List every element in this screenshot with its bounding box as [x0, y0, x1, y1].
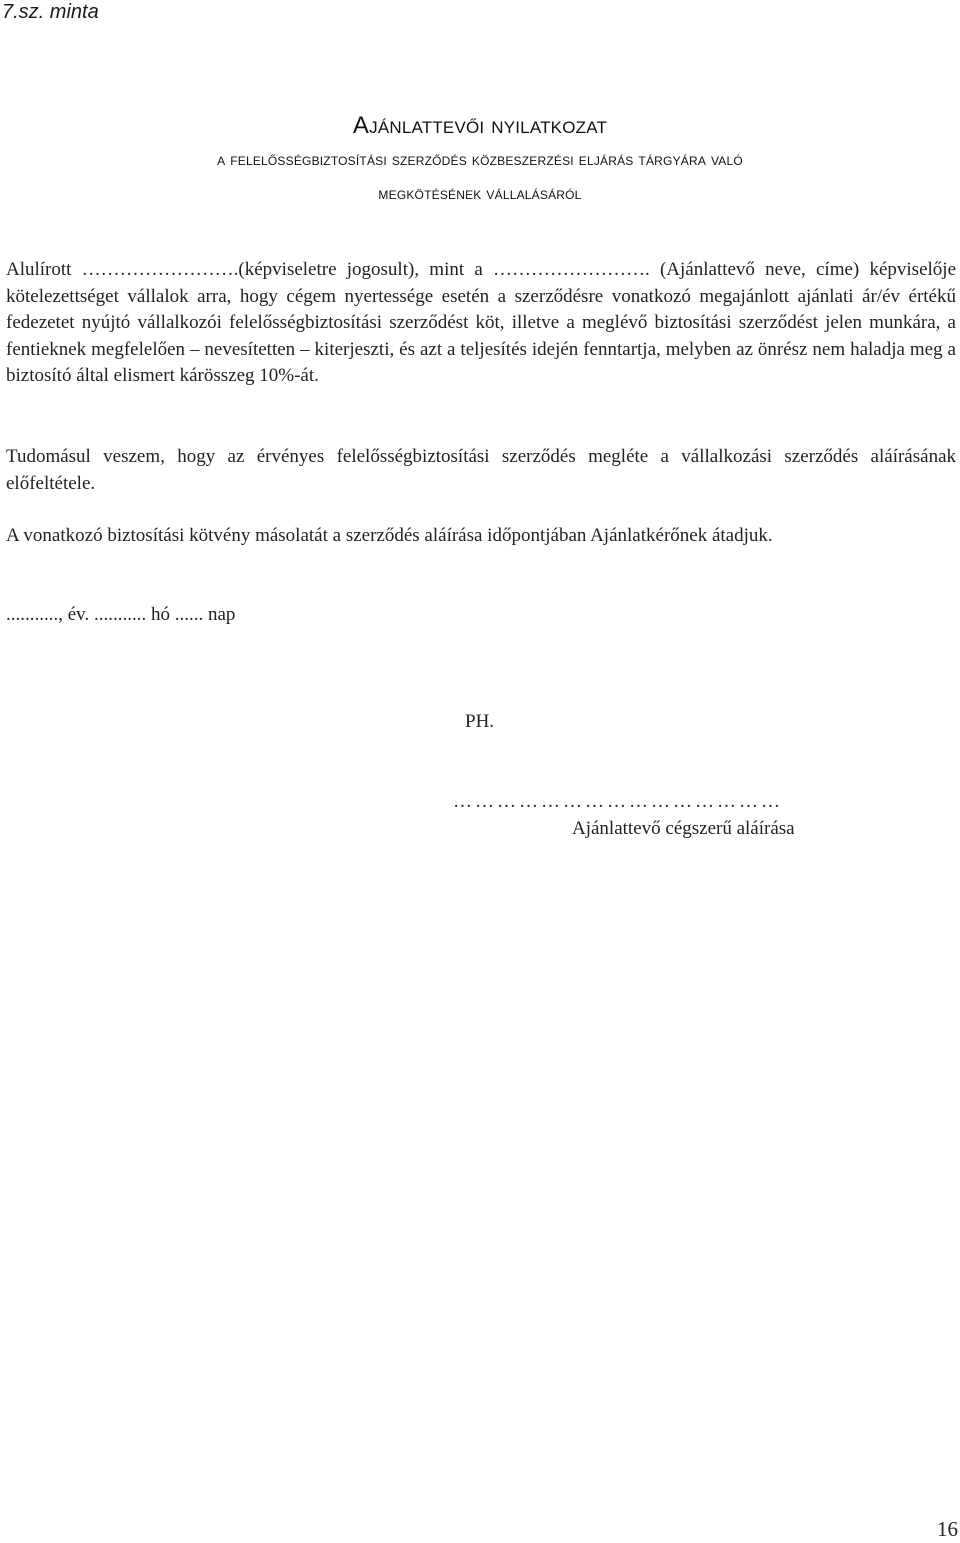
sample-number-label: 7.sz. minta — [2, 1, 99, 23]
policy-copy-paragraph: A vonatkozó biztosítási kötvény másolatát a szerződés aláírása időpontjában Ajánlatkérőnek átadjuk. — [6, 525, 773, 546]
document-subtitle-line2: megkötésének vállalásáról — [378, 184, 582, 203]
date-line: ..........., év. ........... hó ...... nap — [6, 604, 236, 625]
stamp-placeholder: PH. — [465, 711, 495, 732]
document-title: Ajánlattevői nyilatkozat — [352, 112, 608, 139]
signature-line: ……………………………………… — [453, 791, 783, 812]
acknowledgement-paragraph: Tudomásul veszem, hogy az érvényes felelősségbiztosítási szerződés megléte a vállalkozási szerződés aláírásának előfeltétele. — [6, 446, 956, 494]
declaration-paragraph: Alulírott …………………….(képviseletre jogosult), mint a ……………………. (Ajánlattevő neve, címe) képviselője kötelezettséget vállalok arra, hogy cégem nyertessége esetén a szerződésre vonatkozó megajánlott ajánlati ár/év értékű fedezetet nyújtó vállalkozói felelősségbiztosítási szerződést köt, illetve a meglévő biztosítási szerződést jelen munkára, a fentieknek megfelelően – nevesítetten – kiterjeszti, és azt a teljesítés idején fenntartja, melyben az önrész nem haladja meg a biztosító által elismert kárösszeg 10%-át. — [6, 259, 956, 386]
page-number: 16 — [937, 1517, 958, 1541]
document-subtitle-line1: a felelősségbiztosítási szerződés közbeszerzési eljárás tárgyára való — [217, 150, 743, 169]
signature-label: Ajánlattevő cégszerű aláírása — [572, 818, 795, 839]
